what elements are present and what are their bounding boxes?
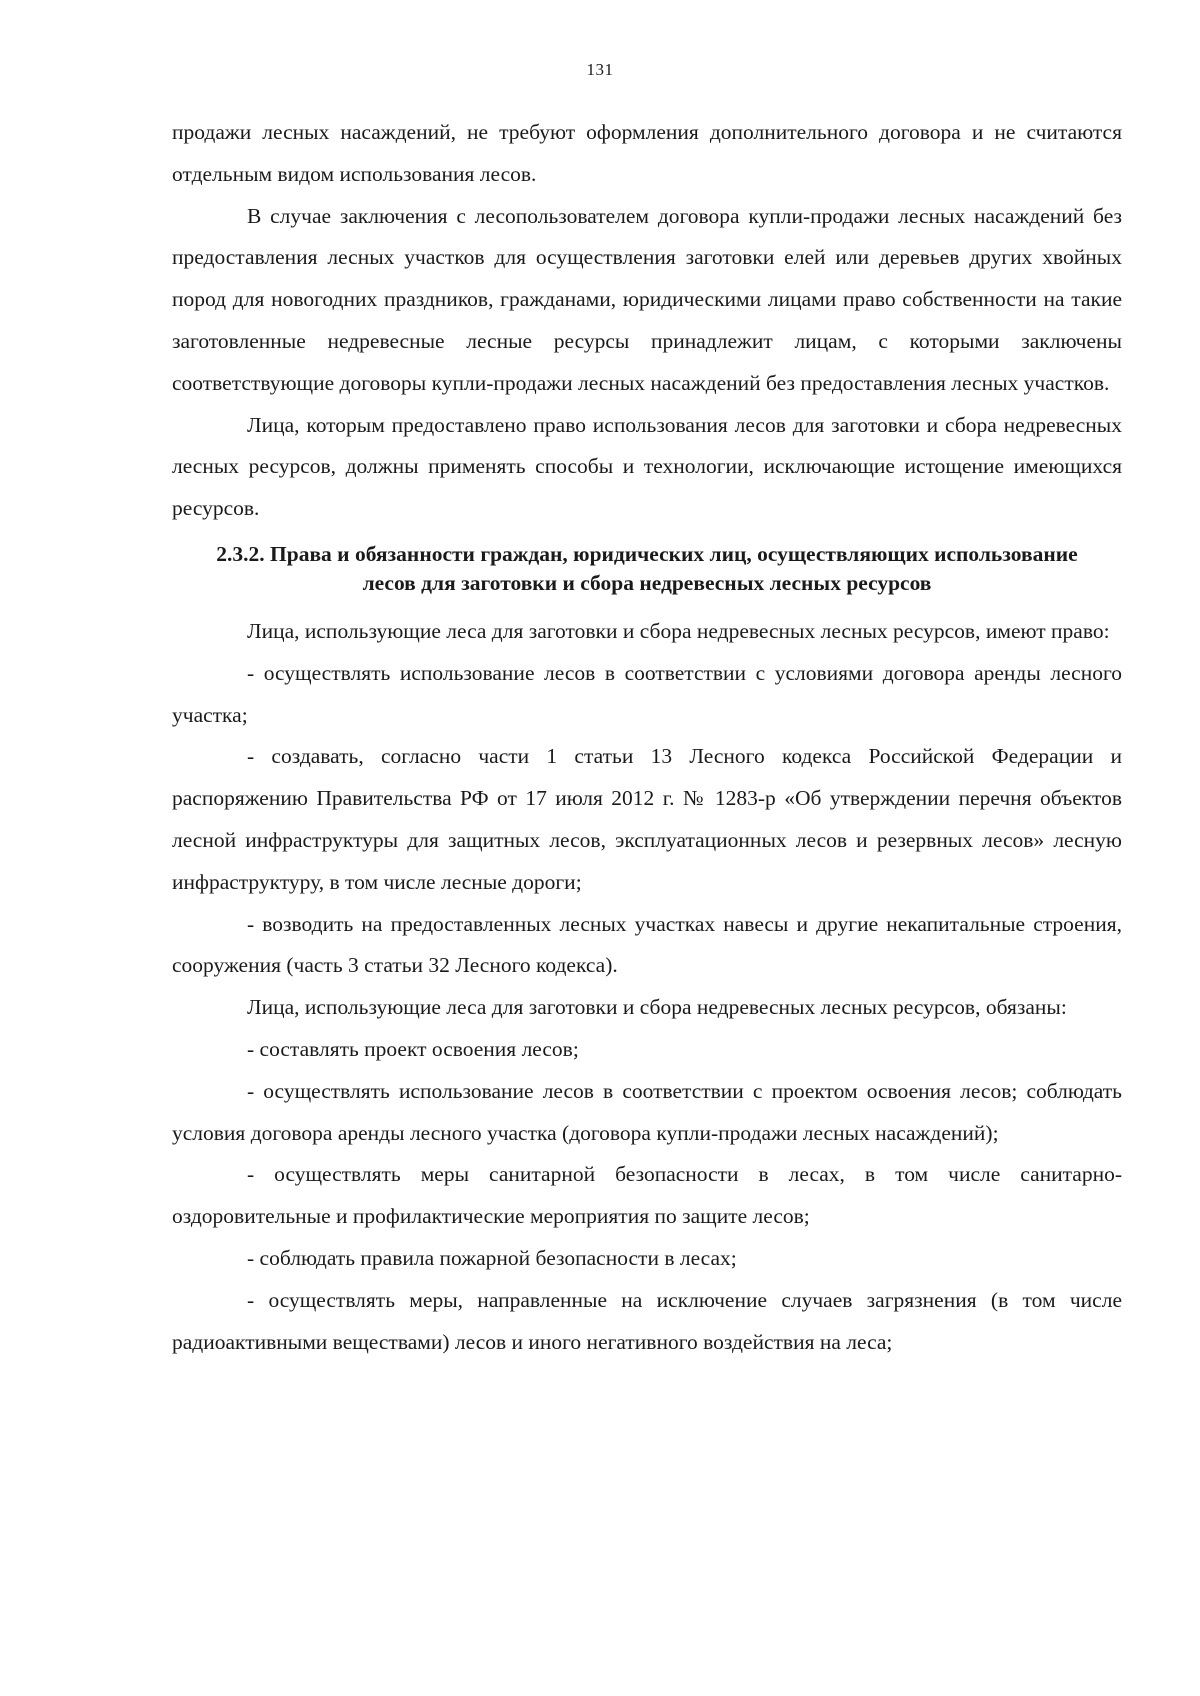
document-body <box>172 112 1122 1363</box>
paragraph: Лица, использующие леса для заготовки и сбора недревесных лесных ресурсов, обязаны: <box>247 995 1067 1020</box>
list-item: - осуществлять меры, направленные на исключение случаев загрязнения (в том числе радиоактивными веществами) лесов и иного негативного воздействия на леса; <box>172 1287 1122 1354</box>
list-item: - соблюдать правила пожарной безопасности в лесах; <box>247 1245 737 1270</box>
list-item: - осуществлять использование лесов в соответствии с проектом освоения лесов; соблюдать условия договора аренды лесного участка (договора купли-продажи лесных насаждений); <box>172 1078 1122 1145</box>
section-heading: 2.3.2. Права и обязанности граждан, юридических лиц, осуществляющих использование лесов для заготовки и сбора недревесных лесных ресурсов <box>216 541 1078 595</box>
list-item: - осуществлять меры санитарной безопасности в лесах, в том числе санитарно-оздоровительные и профилактические мероприятия по защите лесов; <box>172 1162 1122 1229</box>
paragraph: В случае заключения с лесопользователем договора купли-продажи лесных насаждений без предоставления лесных участков для осуществления заготовки елей или деревьев других хвойных пород для новогодних праздников, гражданами, юридическими лицами право собственности на такие заготовленные недревесные лесные ресурсы принадлежит лицам, с которыми заключены соответствующие договоры купли-продажи лесных насаждений без предоставления лесных участков. <box>172 203 1122 395</box>
paragraph-continuation: продажи лесных насаждений, не требуют оформления дополнительного договора и не считаются отдельным видом использования лесов. <box>172 120 1122 186</box>
list-item: - составлять проект освоения лесов; <box>247 1036 579 1061</box>
page-number: 131 <box>586 60 614 79</box>
paragraph: Лица, использующие леса для заготовки и сбора недревесных лесных ресурсов, имеют право: <box>247 618 1110 643</box>
list-item: - возводить на предоставленных лесных участках навесы и другие некапитальные строения, сооружения (часть 3 статьи 32 Лесного кодекса). <box>172 911 1122 978</box>
paragraph: Лица, которым предоставлено право использования лесов для заготовки и сбора недревесных лесных ресурсов, должны применять способы и технологии, исключающие истощение имеющихся ресурсов. <box>172 412 1122 521</box>
list-item: - осуществлять использование лесов в соответствии с условиями договора аренды лесного участка; <box>172 660 1122 727</box>
list-item: - создавать, согласно части 1 статьи 13 Лесного кодекса Российской Федерации и распоряжению Правительства РФ от 17 июля 2012 г. № 1283-р «Об утверждении перечня объектов лесной инфраструктуры для защитных лесов, эксплуатационных лесов и резервных лесов» лесную инфраструктуру, в том числе лесные дороги; <box>172 744 1122 894</box>
